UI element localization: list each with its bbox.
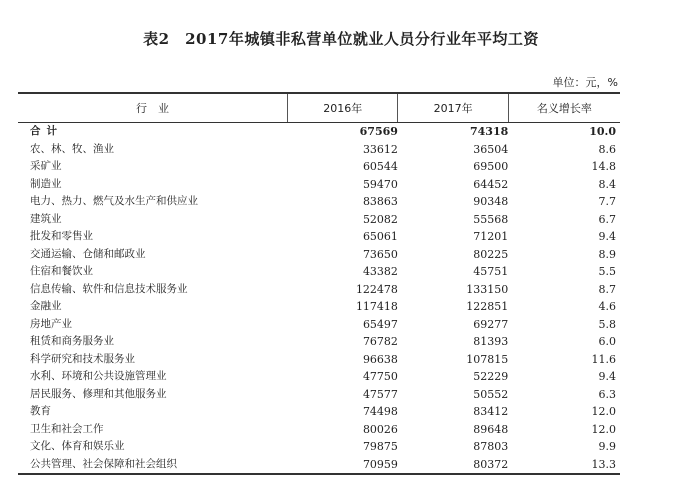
industry-cell: 采矿业: [30, 160, 62, 172]
growth-rate-cell: 12.0: [591, 422, 616, 436]
table-row: [18, 403, 620, 421]
value-2016-cell: 65061: [362, 230, 398, 243]
growth-rate-cell: 8.6: [598, 142, 616, 156]
industry-cell: 交通运输、仓储和邮政业: [30, 247, 146, 260]
value-2017-cell: 133150: [466, 282, 509, 296]
value-2017-cell: 90348: [473, 195, 509, 208]
industry-cell: 教育: [30, 405, 51, 417]
table-row: [18, 281, 620, 299]
value-2016-cell: 65497: [362, 317, 398, 331]
growth-rate-cell: 13.3: [508, 456, 620, 475]
industry-cell: 合计: [30, 125, 63, 137]
value-2017-cell: 55568: [473, 212, 509, 226]
growth-rate-cell: 14.8: [591, 160, 616, 173]
value-2016-cell: 122478: [355, 282, 398, 296]
value-2017-cell: 80225: [473, 247, 509, 261]
value-2017-cell: 80372: [398, 456, 508, 475]
table-body: [18, 123, 620, 475]
table-row: [18, 228, 620, 246]
table-row: [18, 438, 620, 456]
value-2017-cell: 36504: [473, 142, 509, 156]
growth-rate-cell: 5.5: [598, 265, 616, 278]
header-2016: 2016年: [288, 93, 398, 123]
wage-table: [18, 92, 620, 475]
header-2017: 2017年: [398, 93, 508, 123]
value-2017-cell: 81393: [473, 335, 509, 348]
table-row: [18, 421, 620, 439]
value-2017-cell: 45751: [473, 265, 509, 278]
table-row: [18, 298, 620, 316]
value-2017-cell: 64452: [473, 177, 509, 191]
table-row: [18, 193, 620, 211]
value-2017-cell: 69500: [473, 160, 509, 173]
value-2016-cell: 83863: [362, 195, 398, 208]
value-2016-cell: 74498: [362, 405, 398, 418]
growth-rate-cell: 6.7: [598, 212, 616, 226]
unit-label: 单位：元，%: [552, 76, 618, 89]
table-row: [18, 158, 620, 176]
growth-rate-cell: 9.4: [598, 230, 616, 243]
value-2016-cell: 73650: [362, 247, 398, 261]
industry-cell: 批发和零售业: [30, 230, 93, 242]
growth-rate-cell: 4.6: [598, 300, 616, 313]
growth-rate-cell: 9.4: [598, 370, 616, 383]
header-growth-rate: 名义增长率: [508, 93, 620, 123]
table-header-row: [18, 93, 620, 123]
industry-cell: 水利、环境和公共设施管理业: [30, 370, 167, 382]
header-industry: 行 业: [18, 93, 288, 123]
value-2016-cell: 52082: [362, 212, 398, 226]
table-row: [18, 316, 620, 334]
value-2017-cell: 107815: [466, 352, 509, 366]
value-2016-cell: 60544: [362, 160, 398, 173]
growth-rate-cell: 6.0: [598, 335, 616, 348]
growth-rate-cell: 5.8: [598, 317, 616, 331]
industry-cell: 住宿和餐饮业: [30, 265, 93, 277]
industry-cell: 制造业: [30, 177, 62, 190]
table-row: [18, 386, 620, 404]
value-2017-cell: 52229: [473, 370, 509, 383]
value-2016-cell: 67569: [359, 125, 398, 138]
growth-rate-cell: 7.7: [598, 195, 616, 208]
value-2016-cell: 47750: [362, 370, 398, 383]
industry-cell: 建筑业: [30, 212, 62, 225]
table-row: [18, 141, 620, 159]
industry-cell: 农、林、牧、渔业: [30, 142, 114, 155]
value-2017-cell: 122851: [466, 300, 509, 313]
value-2016-cell: 80026: [362, 422, 398, 436]
table-row: [18, 211, 620, 229]
growth-rate-cell: 11.6: [591, 352, 616, 366]
value-2017-cell: 50552: [473, 387, 509, 401]
value-2017-cell: 83412: [473, 405, 509, 418]
growth-rate-cell: 6.3: [598, 387, 616, 401]
growth-rate-cell: 8.7: [598, 282, 616, 296]
industry-cell: 租赁和商务服务业: [30, 335, 114, 347]
value-2016-cell: 117418: [355, 300, 398, 313]
industry-cell: 房地产业: [30, 317, 72, 330]
table-row: [18, 351, 620, 369]
table-row: [18, 246, 620, 264]
industry-cell: 科学研究和技术服务业: [30, 352, 135, 365]
value-2016-cell: 70959: [288, 456, 398, 475]
growth-rate-cell: 8.9: [598, 247, 616, 261]
value-2016-cell: 33612: [362, 142, 398, 156]
growth-rate-cell: 8.4: [598, 177, 616, 191]
table-row: [18, 368, 620, 386]
value-2017-cell: 69277: [473, 317, 509, 331]
table-row: [18, 456, 620, 475]
table-title: 表2 2017年城镇非私营单位就业人员分行业年平均工资: [143, 30, 539, 48]
value-2016-cell: 59470: [362, 177, 398, 191]
table-row: [18, 176, 620, 194]
industry-cell: 信息传输、软件和信息技术服务业: [30, 282, 188, 295]
industry-cell: 公共管理、社会保障和社会组织: [18, 456, 288, 475]
value-2017-cell: 89648: [473, 422, 509, 436]
industry-cell: 文化、体育和娱乐业: [30, 440, 125, 452]
value-2016-cell: 79875: [362, 440, 398, 453]
value-2017-cell: 71201: [473, 230, 509, 243]
value-2016-cell: 76782: [362, 335, 398, 348]
total-row: [18, 123, 620, 141]
table-row: [18, 263, 620, 281]
industry-cell: 金融业: [30, 300, 62, 312]
industry-cell: 居民服务、修理和其他服务业: [30, 387, 167, 400]
table-row: [18, 333, 620, 351]
industry-cell: 卫生和社会工作: [30, 422, 104, 435]
value-2016-cell: 96638: [362, 352, 398, 366]
value-2017-cell: 74318: [469, 125, 509, 138]
growth-rate-cell: 9.9: [598, 440, 616, 453]
value-2017-cell: 87803: [473, 440, 509, 453]
growth-rate-cell: 12.0: [591, 405, 616, 418]
industry-cell: 电力、热力、燃气及水生产和供应业: [30, 195, 198, 207]
value-2016-cell: 43382: [362, 265, 398, 278]
growth-rate-cell: 10.0: [589, 125, 616, 138]
value-2016-cell: 47577: [362, 387, 398, 401]
